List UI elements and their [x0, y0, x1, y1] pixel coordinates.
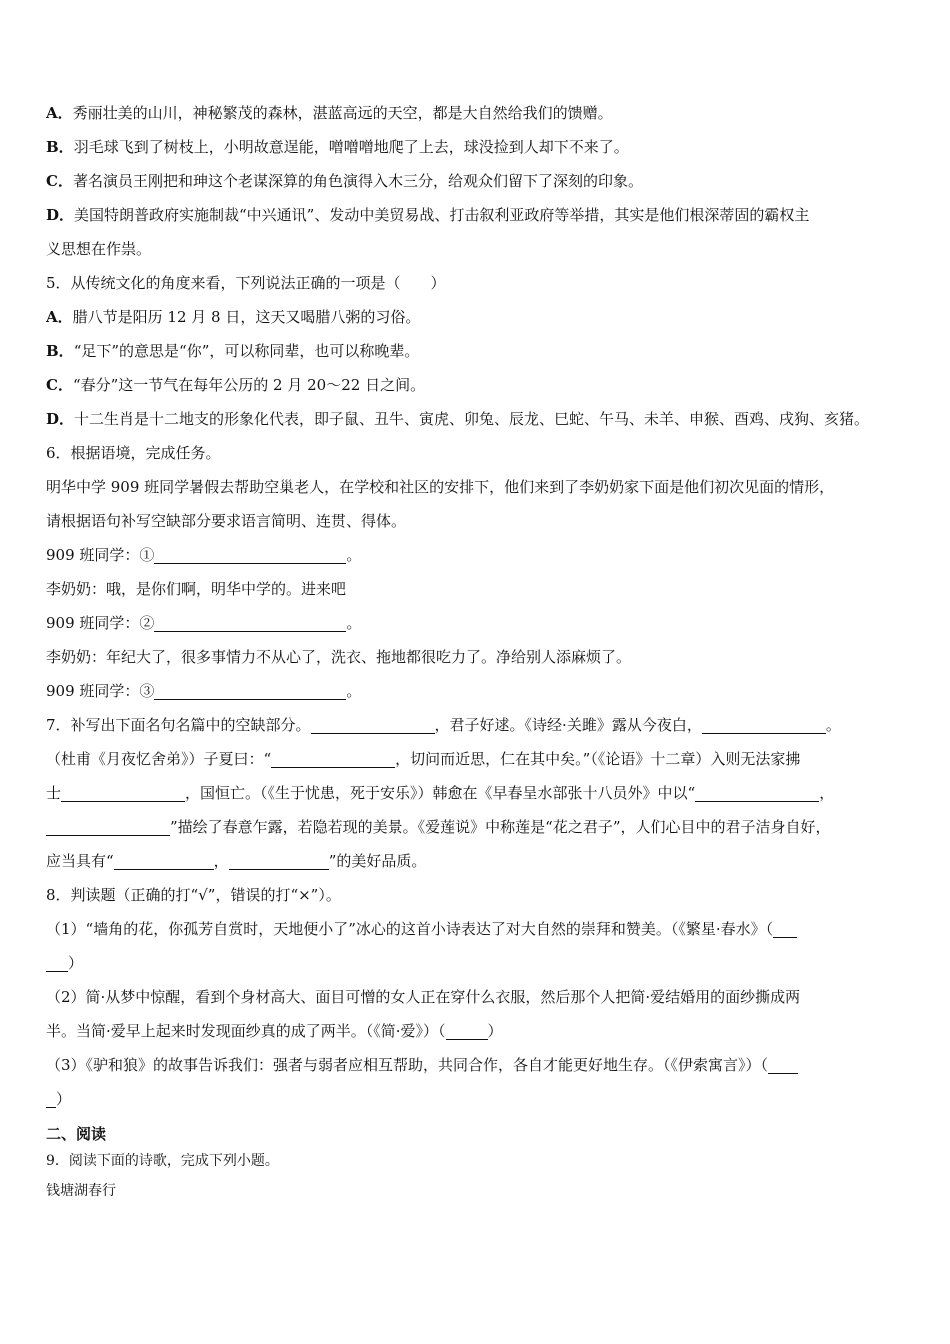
q7-line-3: 士 ，国恒亡。（《生于忧患，死于安乐》）韩愈在《早春呈水部张十八员外》中以“ ，	[46, 784, 835, 802]
q6-dialogue-4: 李奶奶：年纪大了，很多事情力不从心了，洗衣、拖地都很吃力了。净给别人添麻烦了。	[46, 648, 632, 666]
q4-option-c: C．著名演员王刚把和珅这个老谋深算的角色演得入木三分，给观众们留下了深刻的印象。	[46, 172, 643, 190]
q4-option-b: B．羽毛球飞到了树枝上，小明故意逞能，噌噌噌地爬了上去，球没捡到人却下不来了。	[46, 138, 629, 156]
q5-option-a: A．腊八节是阳历 12 月 8 日，这天又喝腊八粥的习俗。	[46, 308, 421, 326]
q8-stem: 8．判读题（正确的打“√”，错误的打“×”）。	[46, 886, 341, 904]
q6-stem: 6．根据语境，完成任务。	[46, 444, 221, 462]
answer-blank[interactable]	[311, 715, 435, 734]
answer-blank[interactable]	[229, 851, 329, 870]
answer-blank[interactable]	[154, 545, 346, 564]
answer-blank[interactable]	[446, 1021, 488, 1040]
q7-line-1: 7．补写出下面名句名篇中的空缺部分。 ，君子好逑。《诗经·关雎》露从今夜白， 。	[46, 716, 841, 734]
q6-dialogue-3: 909 班同学：② 。	[46, 614, 362, 632]
q9-stem: 9．阅读下面的诗歌，完成下列小题。	[46, 1153, 279, 1169]
answer-blank[interactable]	[46, 953, 68, 972]
q7-line-4: ”描绘了春意乍露，若隐若现的美景。《爱莲说》中称莲是“花之君子”，人们心目中的君子洁身自好，	[46, 810, 916, 844]
answer-blank[interactable]	[154, 681, 346, 700]
q6-dialogue-2: 李奶奶：哦，是你们啊，明华中学的。进来吧	[46, 580, 347, 598]
q7-line-2: （杜甫《月夜忆舍弟》）子夏曰：“ ，切问而近思，仁在其中矣。”（《论语》十二章）入则无法家拂	[46, 750, 801, 768]
q7-line-5: 应当具有“ ， ”的美好品质。	[46, 852, 427, 870]
q6-intro-line-2: 请根据语句补写空缺部分要求语言简明、连贯、得体。	[46, 512, 407, 530]
q6-dialogue-1: 909 班同学：① 。	[46, 546, 362, 564]
exam-page	[46, 96, 916, 1206]
q8-item-3-continued: ）	[46, 1082, 916, 1116]
q5-option-b: B．“足下”的意思是“你”，可以称同辈，也可以称晚辈。	[46, 342, 420, 360]
poem-title: 钱塘湖春行	[46, 1183, 116, 1199]
answer-blank[interactable]	[702, 715, 826, 734]
q6-intro-line-1: 明华中学 909 班同学暑假去帮助空巢老人，在学校和社区的安排下，他们来到了李奶奶家下面是他们初次见面的情形，	[46, 478, 835, 496]
q8-item-1: （1）“墙角的花，你孤芳自赏时，天地便小了”冰心的这首小诗表达了对大自然的崇拜和赞美。（《繁星·春水》（	[46, 912, 916, 946]
answer-blank[interactable]	[773, 919, 797, 938]
answer-blank[interactable]	[695, 783, 819, 802]
answer-blank[interactable]	[46, 1089, 56, 1108]
q4-option-d: D．美国特朗普政府实施制裁“中兴通讯”、发动中美贸易战、打击叙利亚政府等举措，其实是他们根深蒂固的霸权主	[46, 206, 810, 224]
q5-option-c: C．“春分”这一节气在每年公历的 2 月 20～22 日之间。	[46, 376, 426, 394]
q8-item-2-continued: 半。当简·爱早上起来时发现面纱真的成了两半。（《简·爱》）（ ）	[46, 1022, 503, 1040]
answer-blank[interactable]	[61, 783, 185, 802]
answer-blank[interactable]	[46, 817, 170, 836]
answer-blank[interactable]	[154, 613, 346, 632]
q4-option-a: A．秀丽壮美的山川，神秘繁茂的森林，湛蓝高远的天空，都是大自然给我们的馈赠。	[46, 104, 613, 122]
q5-option-d: D．十二生肖是十二地支的形象化代表，即子鼠、丑牛、寅虎、卯兔、辰龙、巳蛇、午马、未羊、申猴、酉鸡、戌狗、亥猪。	[46, 410, 870, 428]
q8-item-1-continued: ）	[46, 946, 916, 980]
q5-stem: 5．从传统文化的角度来看，下列说法正确的一项是（ ）	[46, 274, 446, 292]
section-title-reading: 二、阅读	[46, 1125, 107, 1143]
answer-blank[interactable]	[114, 851, 214, 870]
q4-option-d-continued: 义思想在作祟。	[46, 240, 152, 258]
answer-blank[interactable]	[271, 749, 395, 768]
q6-dialogue-5: 909 班同学：③ 。	[46, 682, 362, 700]
q8-item-2: （2）简·从梦中惊醒，看到个身材高大、面目可憎的女人正在穿什么衣服，然后那个人把简·爱结婚用的面纱撕成两	[46, 988, 801, 1006]
answer-blank[interactable]	[768, 1055, 798, 1074]
q8-item-3: （3）《驴和狼》的故事告诉我们：强者与弱者应相互帮助，共同合作，各自才能更好地生存。（《伊索寓言》）（	[46, 1048, 916, 1082]
